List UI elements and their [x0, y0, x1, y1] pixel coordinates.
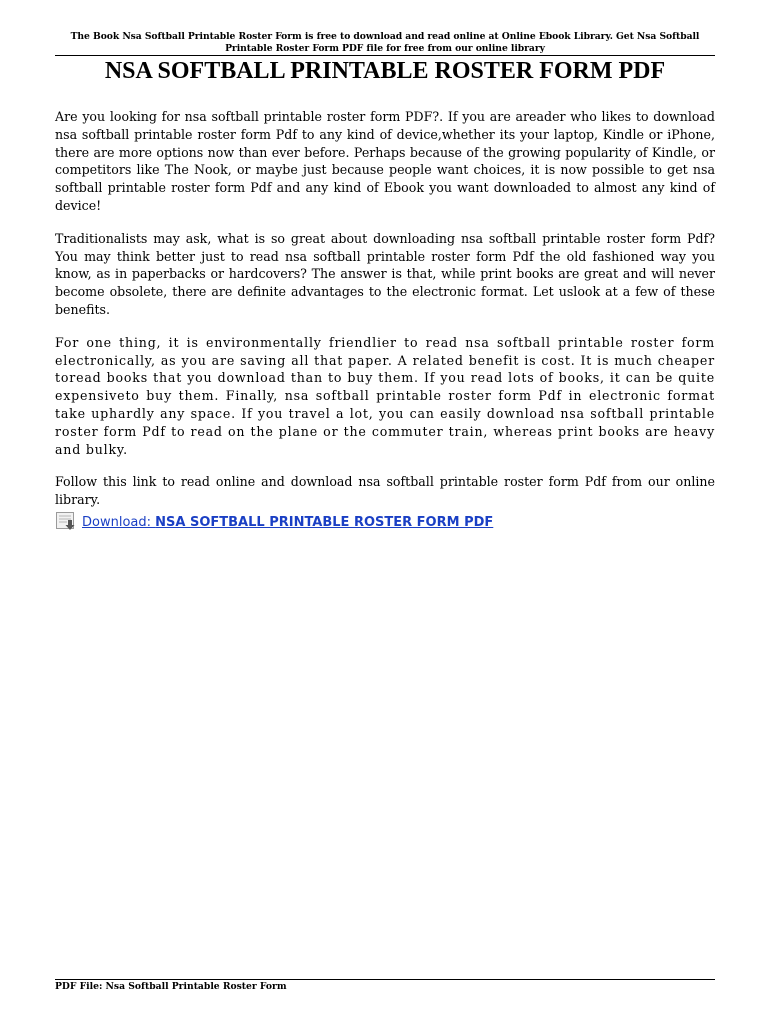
header-note: The Book Nsa Softball Printable Roster Form is free to download and read online at Online Ebook Library. Get Nsa Softball Printable Roster Form PDF file for free from our online library: [70, 31, 700, 54]
paragraph-intro: Are you looking for nsa softball printable roster form PDF?. If you are areader who likes to download nsa softball printable roster form Pdf to any kind of device,whether its your laptop, Kindle or iPhone, there are more options now than ever before. Perhaps because of the growing popularity of Kindle, or competitors like The Nook, or maybe just because people want choices, it is now possible to get nsa softball printable roster form Pdf and any kind of Ebook you want downloaded to almost any kind of device!: [55, 109, 715, 213]
download-link-title: NSA SOFTBALL PRINTABLE ROSTER FORM PDF: [155, 515, 494, 530]
article-body: [55, 108, 715, 524]
paragraph-follow-link: Follow this link to read online and download nsa softball printable roster form Pdf from our online library.: [55, 474, 715, 508]
paragraph-traditionalists: Traditionalists may ask, what is so great about downloading nsa softball printable roster form Pdf? You may think better just to read nsa softball printable roster form Pdf the old fashioned way you know, as in paperbacks or hardcovers? The answer is that, while print books are great and will never become obsolete, there are definite advantages to the electronic format. Let uslook at a few of these benefits.: [55, 230, 715, 317]
download-row: [55, 509, 493, 531]
footer-note: PDF File: Nsa Softball Printable Roster Form: [55, 981, 287, 992]
header-divider: [55, 55, 715, 56]
paragraph-benefits: For one thing, it is environmentally friendlier to read nsa softball printable roster form electronically, as you are saving all that paper. A related benefit is cost. It is much cheaper toread books that you download than to buy them. If you read lots of books, it can be quite expensiveto buy them. Finally, nsa softball printable roster form Pdf in electronic format take uphardly any space. If you travel a lot, you can easily download nsa softball printable roster form Pdf to read on the plane or the commuter train, whereas print books are heavy and bulky.: [55, 334, 715, 457]
download-link[interactable]: [82, 515, 493, 531]
download-document-icon[interactable]: [55, 511, 77, 531]
document-page: [55, 0, 715, 1024]
footer-divider: [55, 979, 715, 980]
page-title: NSA SOFTBALL PRINTABLE ROSTER FORM PDF: [104, 58, 666, 84]
download-link-prefix: Download:: [82, 515, 151, 530]
